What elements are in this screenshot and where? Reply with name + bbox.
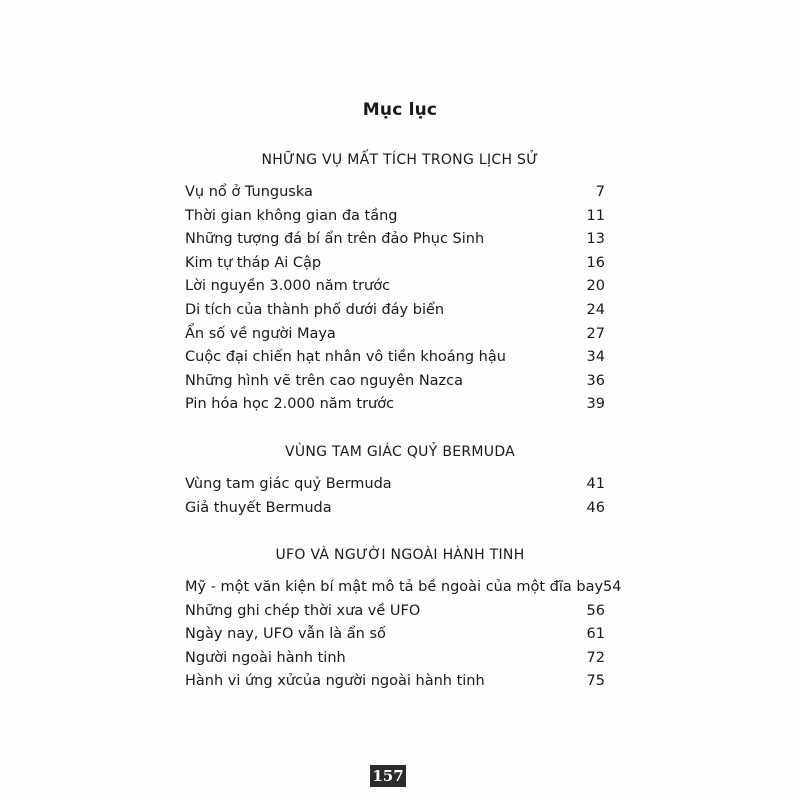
toc-title: Mục lục bbox=[362, 100, 438, 120]
toc-entry-page: 46 bbox=[586, 499, 605, 516]
toc-entry-page: 41 bbox=[586, 476, 605, 492]
toc-entry-title: Lời nguyền 3.000 năm trước bbox=[185, 278, 391, 295]
toc-entry-title: Ẩn số về người Maya bbox=[185, 325, 336, 342]
toc-entry bbox=[185, 623, 605, 647]
toc-entry bbox=[185, 370, 605, 394]
toc-entry-title: Cuộc đại chiến hạt nhân vô tiền khoáng hậu bbox=[185, 349, 506, 366]
toc-entry-page: 54 bbox=[603, 579, 622, 595]
toc-entry-title: Di tích của thành phố dưới đáy biển bbox=[185, 301, 445, 318]
toc-entry-title: Những tượng đá bí ẩn trên đảo Phục Sinh bbox=[185, 231, 485, 248]
toc-entry bbox=[185, 600, 605, 624]
toc-entry bbox=[185, 346, 605, 370]
section-heading-ufo: UFO VÀ NGƯỜI NGOÀI HÀNH TINH bbox=[275, 547, 525, 563]
toc-entry-page: 27 bbox=[586, 325, 605, 342]
toc-entry-page: 20 bbox=[586, 278, 605, 295]
toc-entry bbox=[185, 647, 605, 671]
toc-entry-page: 75 bbox=[586, 673, 605, 690]
toc-entry-title: Kim tự tháp Ai Cập bbox=[185, 254, 322, 271]
toc-entry-title: Vùng tam giác quỷ Bermuda bbox=[185, 476, 392, 492]
toc-entry-page: 39 bbox=[586, 396, 605, 413]
toc-entry bbox=[185, 473, 605, 497]
toc-entry-page: 16 bbox=[586, 254, 605, 271]
toc-entry-page: 36 bbox=[586, 372, 605, 389]
toc-entry-page: 61 bbox=[586, 626, 605, 643]
page-number-badge: 157 bbox=[370, 765, 406, 787]
toc-entry-page: 24 bbox=[586, 301, 605, 318]
section-entries-disappearances bbox=[185, 181, 605, 417]
toc-entry-title: Vụ nổ ở Tunguska bbox=[185, 184, 313, 200]
toc-entry-title: Thời gian không gian đa tầng bbox=[185, 207, 398, 224]
toc-entry-title: Giả thuyết Bermuda bbox=[185, 499, 332, 516]
toc-entry-title: Ngày nay, UFO vẫn là ẩn số bbox=[185, 626, 386, 643]
toc-entry-title: Pin hóa học 2.000 năm trước bbox=[185, 396, 395, 413]
toc-entry bbox=[185, 299, 605, 323]
section-entries-ufo bbox=[185, 576, 622, 694]
toc-entry-title: Những ghi chép thời xưa về UFO bbox=[185, 602, 421, 619]
toc-entry-title: Người ngoài hành tinh bbox=[185, 649, 346, 666]
toc-entry-page: 56 bbox=[586, 602, 605, 619]
toc-entry bbox=[185, 205, 605, 229]
toc-entry bbox=[185, 181, 605, 205]
toc-entry bbox=[185, 323, 605, 347]
toc-entry bbox=[185, 393, 605, 417]
toc-entry bbox=[185, 497, 605, 521]
toc-entry-page: 11 bbox=[586, 207, 605, 224]
toc-entry-page: 72 bbox=[586, 649, 605, 666]
toc-entry-page: 34 bbox=[586, 349, 605, 366]
toc-entry bbox=[185, 275, 605, 299]
toc-entry bbox=[185, 576, 622, 600]
toc-entry-title: Hành vi ứng xửcủa người ngoài hành tinh bbox=[185, 673, 485, 690]
section-heading-disappearances: NHỮNG VỤ MẤT TÍCH TRONG LỊCH SỬ bbox=[261, 152, 539, 168]
toc-entry-page: 13 bbox=[586, 231, 605, 248]
toc-entry-page: 7 bbox=[595, 184, 605, 200]
toc-entry bbox=[185, 228, 605, 252]
section-heading-bermuda: VÙNG TAM GIÁC QUỶ BERMUDA bbox=[284, 444, 516, 460]
toc-entry-title: Những hình vẽ trên cao nguyên Nazca bbox=[185, 372, 464, 389]
toc-entry bbox=[185, 670, 605, 694]
section-entries-bermuda bbox=[185, 473, 605, 520]
toc-entry bbox=[185, 252, 605, 276]
toc-entry-title: Mỹ - một văn kiện bí mật mô tả bề ngoài của một đĩa bay bbox=[185, 579, 604, 595]
